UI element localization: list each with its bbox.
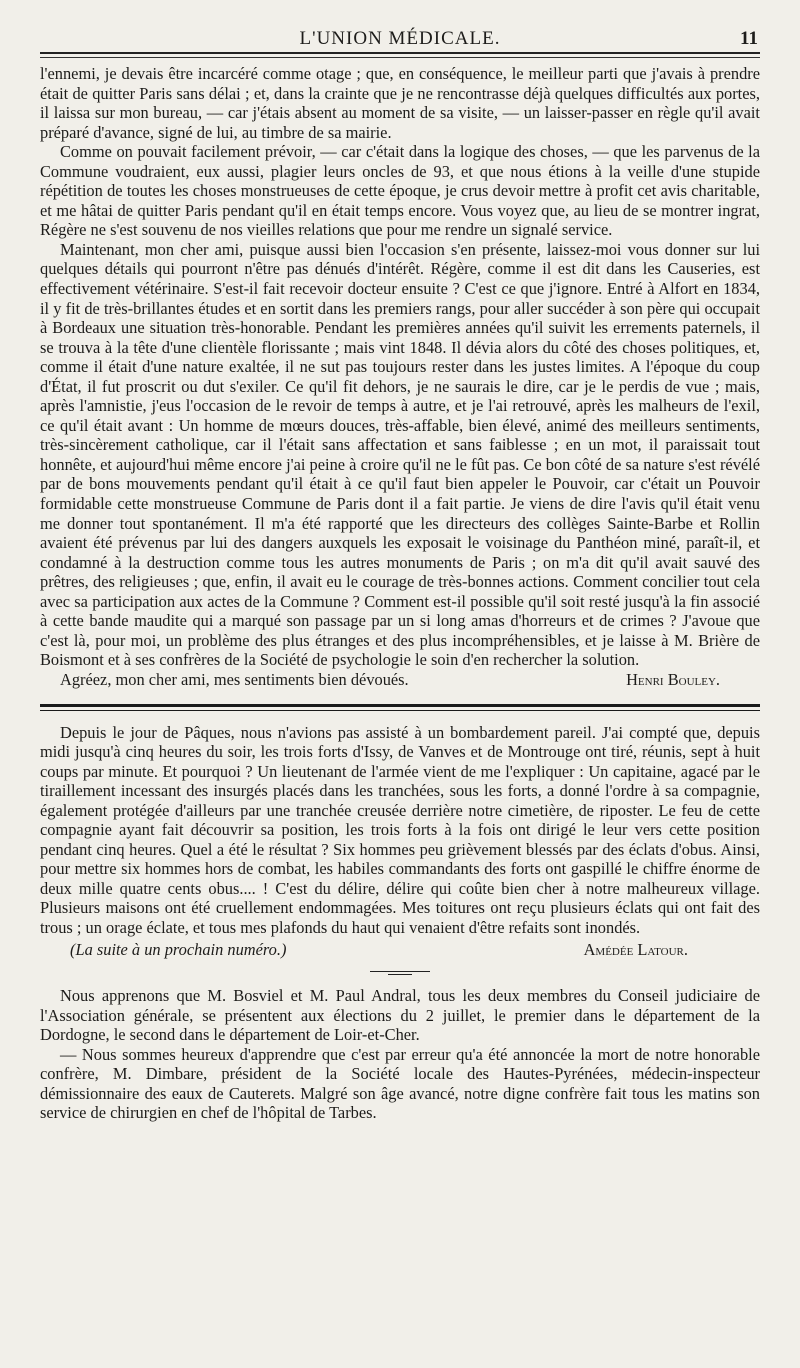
letter-signature [40, 670, 760, 690]
report-paragraph: Depuis le jour de Pâques, nous n'avions pas assisté à un bombardement pareil. J'ai compté que, depuis midi jusqu'à cinq heures du soir, les trois forts d'Issy, de Vanves et de Montrouge ont tiré, réunis, sept à huit coups par minute. Et pourquoi ? Un lieutenant de l'armée vient de me l'expliquer : Un capitaine, agacé par le tiraillement incessant des insurgés placés dans les tranchées, sous les forts, a donné l'ordre à sa compagnie, également protégée d'ailleurs par une tranchée creusée derrière notre cimetière, de riposter. Le feu de cette compagnie ayant fait découvrir sa position, les trois forts à la fois ont dirigé le leur vers cette position pendant cinq heures. Quel a été le résultat ? Six hommes peu grièvement blessés par des éclats d'obus. Ainsi, pour mettre six hommes hors de combat, les habiles commandants des forts ont gaspillé le chiffre énorme de deux mille quatre cents obus.... ! C'est du délire, délire qui coûte bien cher à notre malheureux village. Plusieurs maisons ont été cruellement endommagées. Mes toitures ont reçu plusieurs éclats qui ont fait des trous ; un orage éclate, et tous mes plafonds du haut qui venaient d'être refaits sont inondés. [40, 722, 760, 937]
news-paragraph: Nous apprenons que M. Bosviel et M. Paul Andral, tous les deux membres du Conseil judiciaire de l'Association générale, se présentent aux élections du 2 juillet, le premier dans le département de la Dordogne, le second dans le département de Loir-et-Cher. [40, 986, 760, 1045]
report-section [40, 723, 760, 960]
continuation-note: (La suite à un prochain numéro.) [70, 939, 287, 959]
header-rule-thin [40, 57, 760, 58]
page-number: 11 [740, 28, 758, 49]
letter-author: Henri Bouley. [626, 669, 720, 689]
journal-title: L'UNION MÉDICALE. [299, 28, 501, 49]
section-divider [40, 704, 760, 711]
page-header [40, 22, 760, 52]
letter-paragraph: Comme on pouvait facilement prévoir, — car c'était dans la logique des choses, — que les parvenus de la Commune voudraient, eux aussi, plagier leurs oncles de 93, et que nous étions à la veille d'une stupide répétition de toutes les choses monstrueuses de cette époque, je crus devoir mettre à profit cet avis charitable, et me hâtai de quitter Paris pendant qu'il en était temps encore. Vous voyez que, au lieu de se montrer ingrat, Régère ne s'est souvenu de nos vieilles relations que pour me rendre un signalé service. [40, 142, 760, 240]
letter-paragraph: Maintenant, mon cher ami, puisque aussi bien l'occasion s'en présente, laissez-moi vous donner sur lui quelques détails qui pourront n'être pas dénués d'intérêt. Régère, comme il est dit dans les Causeries, est effectivement vétérinaire. S'est-il fait recevoir docteur ensuite ? C'est ce que j'ignore. Entré à Alfort en 1834, il y fit de très-brillantes études et en sortit dans les premiers rangs, pour aller succéder à son père qui occupait à Bordeaux une situation très-honorable. Pendant les premières années qu'il suivit les errements paternels, il se trouva à la tête d'une clientèle florissante ; mais vint 1848. Il dévia alors du côté des choses politiques, et, comme il était d'une nature exaltée, il ne sut pas toujours rester dans les justes limites. A l'époque du coup d'État, il fut proscrit ou dut s'exiler. Ce qu'il fit dehors, je ne saurais le dire, car je le perdis de vue ; mais, après l'amnistie, j'eus l'occasion de le revoir de temps à autre, et je l'ai retrouvé, après les malheurs de l'exil, ce qu'il était avant : Un homme de mœurs douces, très-affable, bien élevé, animé des meilleurs sentiments, très-sincèrement catholique, car il l'était sans affectation et sans faiblesse ; en un mot, il paraissait tout honnête, et aujourd'hui même encore j'ai peine à croire qu'il ne le fût pas. Ce bon côté de sa nature s'est révélé par de bons mouvements pendant qu'il était à ce qu'il faut bien appeler le Pouvoir, car c'était un Pouvoir formidable cette monstrueuse Commune de Paris dont il a fait partie. Je viens de dire l'avis qu'il était venu me donner tout spontanément. Il m'a été rapporté que les directeurs des collèges Sainte-Barbe et Rollin avaient été prévenus par lui des dangers auxquels les exposait le voisinage du Panthéon miné, paraît-il, et condamné à la destruction comme tous les autres monuments de Paris ; on m'a dit qu'il avait sauvé des prêtres, des religieuses ; que, enfin, il avait eu le courage de très-bonnes actions. Comment concilier tout cela avec sa participation aux actes de la Commune ? Comment est-il possible qu'il soit resté jusqu'à la fin associé à cette bande maudite qui a marqué son passage par un si long amas d'horreurs et de crimes ? J'avoue que c'est là, pour moi, un problème des plus étranges et des plus incompréhensibles, et je laisse à M. Brière de Boismont et à ses confrères de la Société de psychologie le soin d'en rechercher la solution. [40, 239, 760, 670]
letter-section [40, 64, 760, 690]
letter-paragraph: l'ennemi, je devais être incarcéré comme otage ; que, en conséquence, le meilleur parti que j'avais à prendre était de quitter Paris sans délai ; et, dans la crainte que je ne rencontrasse déjà quelques difficultés aux portes, il laissa sur mon bureau, — car j'étais absent au moment de sa visite, — un laisser-passer en règle qu'il avait préparé d'avance, signé de lui, au timbre de sa mairie. [40, 64, 760, 142]
report-signature [40, 940, 760, 960]
news-paragraph: — Nous sommes heureux d'apprendre que c'est par erreur qu'a été annoncée la mort de notre honorable confrère, M. Dimbare, président de la Société locale des Hautes-Pyrénées, médecin-inspecteur démissionnaire des eaux de Cauterets. Malgré son âge avancé, notre digne confrère fait tous les matins son service de chirurgien en chef de l'hôpital de Tarbes. [40, 1044, 760, 1123]
report-author: Amédée Latour. [583, 939, 688, 959]
short-divider [370, 971, 430, 972]
header-rule [40, 52, 760, 54]
letter-closing: Agréez, mon cher ami, mes sentiments bien dévoués. [60, 669, 409, 689]
news-section [40, 986, 760, 1123]
